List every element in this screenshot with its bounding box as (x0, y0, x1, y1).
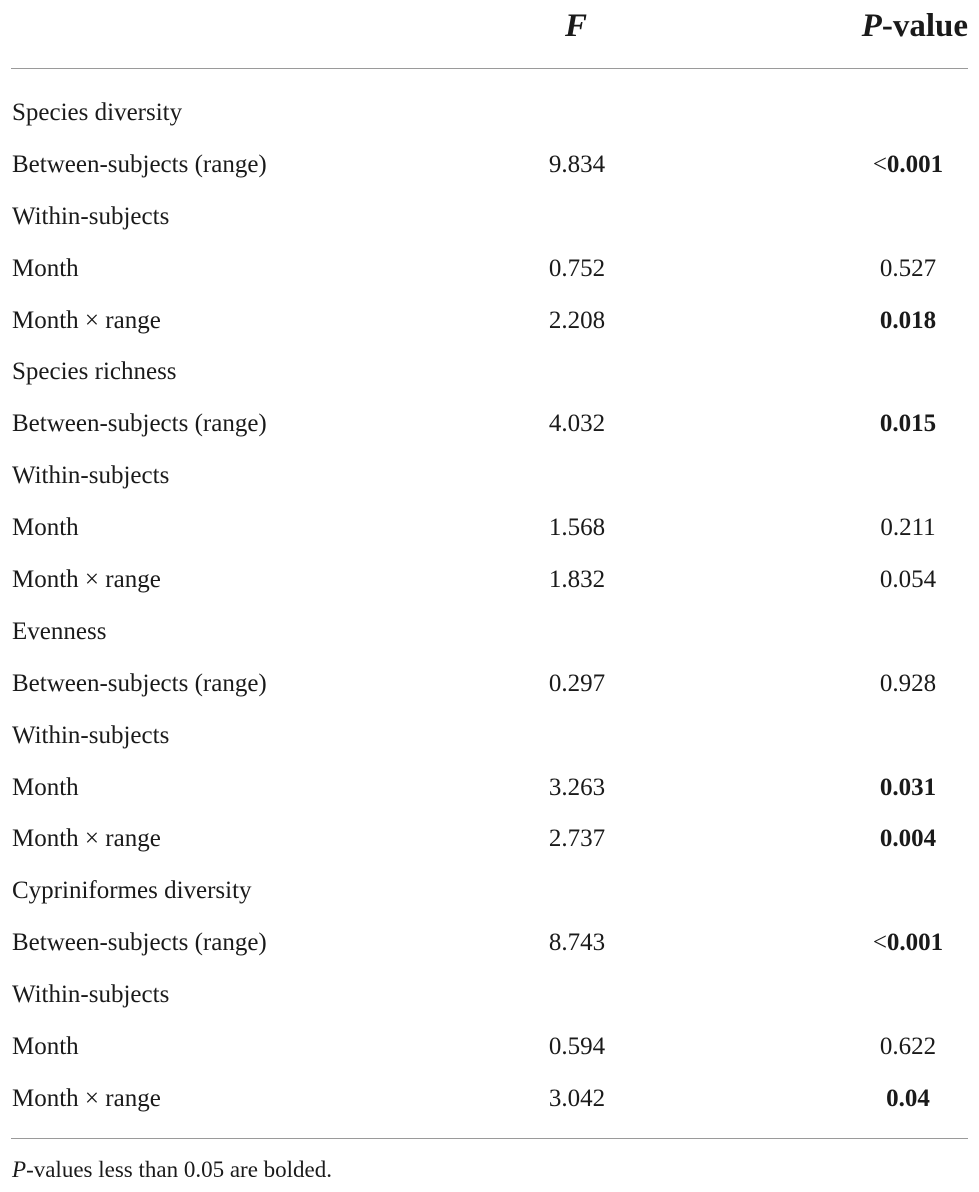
table-row (0, 969, 979, 1021)
row-label: Between-subjects (range) (12, 669, 267, 697)
table-body (0, 87, 979, 1125)
f-value: 0.297 (548, 669, 606, 697)
row-label: Month × range (12, 566, 161, 594)
row-label: Within-subjects (12, 721, 170, 749)
table-row (0, 606, 979, 658)
table-row (0, 917, 979, 969)
table-row (0, 139, 979, 191)
table-row (0, 87, 979, 139)
p-value-number: 0.015 (879, 410, 937, 438)
top-rule (11, 68, 968, 69)
f-value: 0.752 (548, 254, 606, 282)
table-row (0, 865, 979, 917)
p-value-number: 0.04 (886, 1084, 930, 1112)
f-value: 1.568 (548, 514, 606, 542)
p-value-number: 0.018 (879, 306, 937, 334)
footnote (12, 1152, 332, 1188)
row-label: Species richness (12, 358, 177, 386)
p-value-number: 0.054 (879, 566, 937, 594)
p-value-number: 0.928 (879, 669, 937, 697)
table-row (0, 502, 979, 554)
table-row (0, 346, 979, 398)
row-label: Evenness (12, 617, 107, 645)
table-header (0, 0, 979, 68)
header-p-value (862, 4, 968, 48)
p-value (880, 813, 936, 865)
p-value-prefix: < (872, 150, 887, 178)
row-label: Between-subjects (range) (12, 929, 267, 957)
f-value: 2.208 (548, 306, 606, 334)
p-value (880, 295, 936, 347)
f-value: 8.743 (548, 929, 606, 957)
f-value: 3.042 (548, 1084, 606, 1112)
table-row (0, 762, 979, 814)
p-value-number: 0.001 (886, 929, 944, 957)
header-f: F (564, 8, 588, 44)
p-value (880, 398, 936, 450)
p-value (880, 502, 935, 554)
header-p-suffix: -value (881, 8, 968, 44)
row-label: Month × range (12, 1084, 161, 1112)
p-value (880, 658, 936, 710)
row-label: Species diversity (12, 99, 183, 126)
table-row (0, 243, 979, 295)
table-row (0, 191, 979, 243)
header-p-letter: P (861, 8, 882, 44)
p-value (880, 762, 936, 814)
row-label: Within-subjects (12, 202, 170, 230)
row-label: Month (12, 1033, 79, 1061)
row-label: Month (12, 514, 79, 542)
p-value (886, 1073, 930, 1125)
p-value-prefix: < (872, 929, 887, 957)
p-value (880, 554, 936, 606)
row-label: Month × range (12, 306, 161, 334)
table-row (0, 813, 979, 865)
table-row (0, 450, 979, 502)
p-value (880, 243, 936, 295)
f-value: 0.594 (548, 1033, 606, 1061)
row-label: Between-subjects (range) (12, 150, 267, 178)
footnote-text: -values less than 0.05 are bolded. (26, 1157, 333, 1182)
p-value-number: 0.004 (879, 825, 937, 853)
p-value-number: 0.622 (879, 1033, 937, 1061)
row-label: Cypriniformes diversity (12, 877, 252, 905)
table-row (0, 554, 979, 606)
p-value (873, 139, 943, 191)
table-row (0, 295, 979, 347)
p-value-number: 0.031 (879, 773, 937, 801)
p-value-number: 0.001 (886, 150, 944, 178)
row-label: Within-subjects (12, 981, 170, 1009)
bottom-rule (11, 1138, 968, 1139)
footnote-p-letter: P (12, 1157, 27, 1182)
table-row (0, 1073, 979, 1125)
row-label: Between-subjects (range) (12, 410, 267, 438)
row-label: Month (12, 773, 79, 801)
f-value: 9.834 (548, 150, 606, 178)
f-value: 2.737 (548, 825, 606, 853)
row-label: Month (12, 254, 79, 282)
f-value: 4.032 (548, 410, 606, 438)
table-row (0, 398, 979, 450)
p-value-number: 0.211 (880, 514, 936, 542)
f-value: 3.263 (548, 773, 606, 801)
table-row (0, 658, 979, 710)
p-value-number: 0.527 (879, 254, 937, 282)
f-value: 1.832 (548, 566, 606, 594)
table-row (0, 1021, 979, 1073)
row-label: Month × range (12, 825, 161, 853)
p-value (873, 917, 943, 969)
table-row (0, 710, 979, 762)
row-label: Within-subjects (12, 462, 170, 490)
p-value (880, 1021, 936, 1073)
